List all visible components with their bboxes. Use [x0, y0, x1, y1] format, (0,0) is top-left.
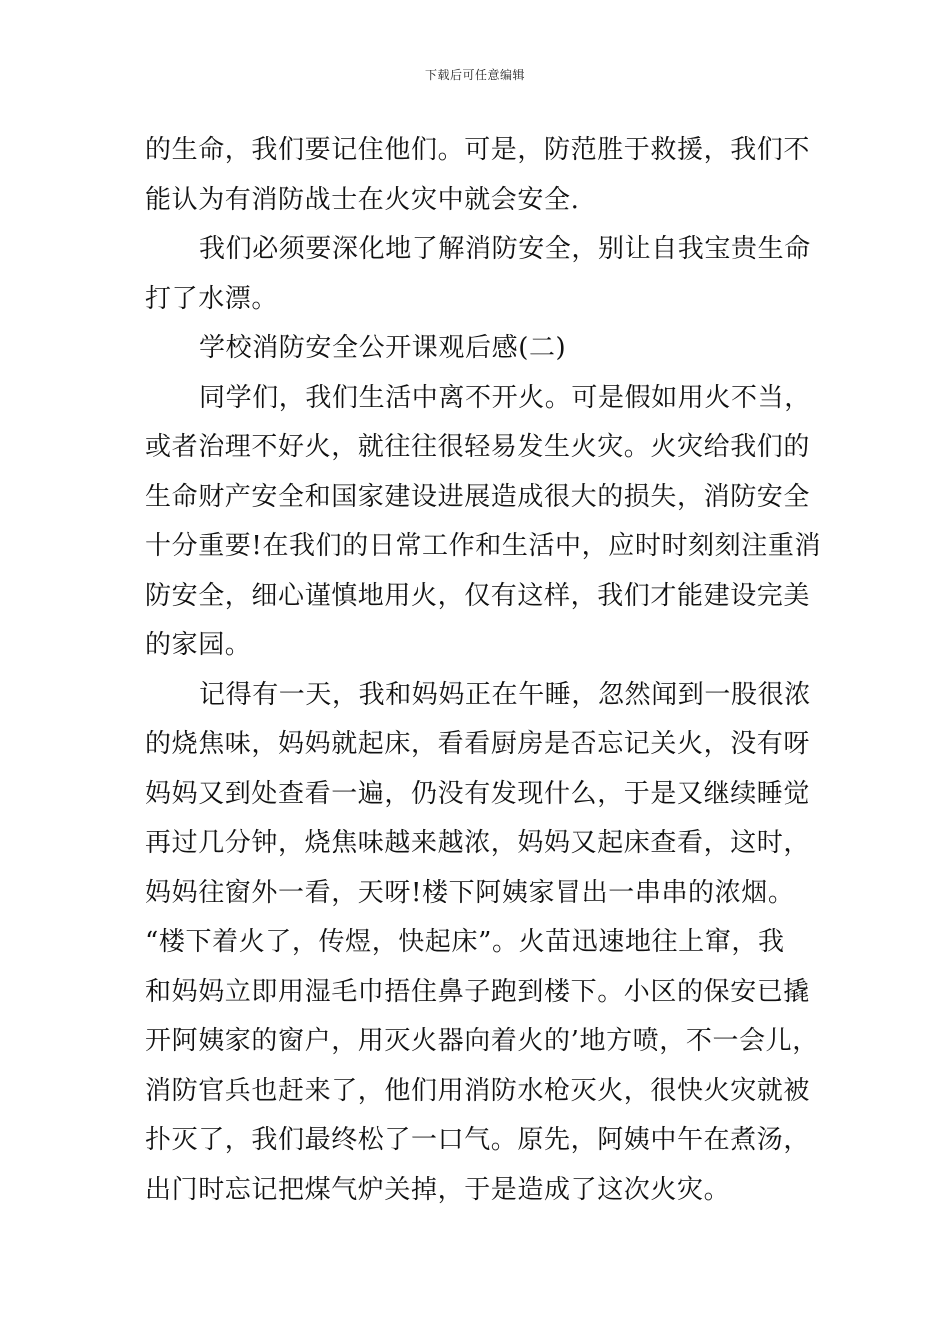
text-line: 妈妈往窗外一看，天呀!楼下阿姨家冒出一串串的浓烟。 [145, 877, 795, 908]
text-line: 开阿姨家的窗户，用灭火器向着火的’地方喷，不一会儿， [145, 1026, 819, 1056]
text-line: 能认为有消防战士在火灾中就会安全. [145, 184, 580, 215]
text-line: 十分重要!在我们的日常工作和生活中，应时时刻刻注重消 [145, 531, 822, 561]
text-line: 或者治理不好火，就往往很轻易发生火灾。火灾给我们的 [145, 432, 811, 462]
text-line: 防安全，细心谨慎地用火，仅有这样，我们才能建设完美 [145, 580, 811, 611]
section-title: 学校消防安全公开课观后感(二) [199, 333, 567, 363]
text-line: 消防官兵也赶来了，他们用消防水枪灭火，很快火灾就被 [145, 1075, 811, 1106]
page-header-note: 下载后可任意编辑 [424, 68, 525, 82]
text-line: 和妈妈立即用湿毛巾捂住鼻子跑到楼下。小区的保安已撬 [145, 976, 811, 1007]
text-line: 的生命，我们要记住他们。可是，防范胜于救援，我们不 [145, 135, 811, 165]
text-line: 出门时忘记把煤气炉关掉，于是造成了这次火灾。 [145, 1174, 731, 1205]
text-line: “楼下着火了，传煜，快起床”。火苗迅速地往上窜，我 [145, 927, 785, 957]
text-line: 生命财产安全和国家建设进展造成很大的损失，消防安全 [145, 481, 811, 512]
text-line: 的家园。 [145, 630, 252, 660]
paragraph-start-line: 我们必须要深化地了解消防安全，别让自我宝贵生命 [199, 234, 811, 264]
text-line: 妈妈又到处查看一遍，仍没有发现什么，于是又继续睡觉 [145, 778, 811, 809]
text-line: 的烧焦味，妈妈就起床，看看厨房是否忘记关火，没有呀 [145, 729, 811, 759]
text-line: 再过几分钟，烧焦味越来越浓，妈妈又起床查看，这时， [145, 828, 811, 858]
text-line: 打了水漂。 [145, 283, 279, 314]
paragraph-start-line: 记得有一天，我和妈妈正在午睡，忽然闻到一股很浓 [199, 679, 811, 710]
paragraph-start-line: 同学们，我们生活中离不开火。可是假如用火不当， [199, 382, 811, 413]
text-line: 扑灭了，我们最终松了一口气。原先，阿姨中午在煮汤， [145, 1125, 811, 1155]
document-body [145, 126, 822, 1215]
